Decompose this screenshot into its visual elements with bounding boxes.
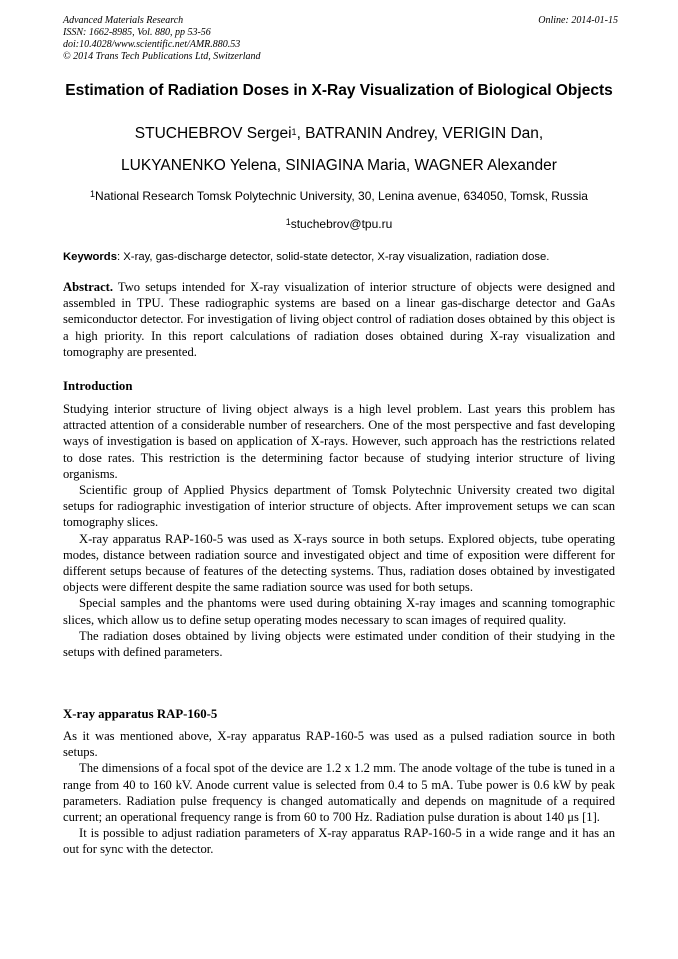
- journal-name: Advanced Materials Research: [63, 15, 184, 26]
- introduction-heading: Introduction: [63, 379, 133, 393]
- doi-line: doi:10.4028/www.scientific.net/AMR.880.53: [63, 39, 241, 50]
- paragraph: Studying interior structure of living object always is a high level problem. Last years this problem has attracted attention of a considerable number of researchers. One of the most perspective and fast developing ways of investigation is based on application of X-rays. However, such approach has the restrictions related to dose rates. This restriction is the determining factor because of studying interior structure of living organisms.: [63, 402, 615, 481]
- xray-apparatus-section: [63, 728, 615, 858]
- paragraph: It is possible to adjust radiation parameters of X-ray apparatus RAP-160-5 in a wide range and it has an out for sync with the detector.: [63, 826, 615, 857]
- affiliation: [63, 189, 615, 203]
- paragraph: The dimensions of a focal spot of the device are 1.2 x 1.2 mm. The anode voltage of the tube is tuned in a range from 40 to 160 kV. Anode current value is selected from 0.4 to 5 mA. Tube power is 0.6 kW by peak parameters. Radiation pulse frequency is changed automatically and depends on magnitude of a required current; an operational frequency range is from 60 to 700 Hz. Radiation pulse duration is about 140 μs [1].: [63, 761, 615, 825]
- journal-header: [63, 15, 618, 63]
- abstract-label: Abstract.: [63, 280, 114, 294]
- other-authors-line-1: , BATRANIN Andrey, VERIGIN Dan,: [296, 125, 544, 142]
- paragraph: X-ray apparatus RAP-160-5 was used as X-rays source in both setups. Explored objects, tube operating modes, distance between radiation source and investigated object and time of exposition were different for different setups because of features of the detecting systems. Thus, radiation doses obtained by investigated objects were different despite the same radiation source was used for both setups.: [63, 531, 615, 595]
- authors-line-2: LUKYANENKO Yelena, SINIAGINA Maria, WAGNER Alexander: [121, 157, 557, 174]
- paragraph: Special samples and the phantoms were used during obtaining X-ray images and scanning tomographic slices, which allow us to define setup operating modes necessary to scan images of required quality.: [63, 596, 615, 627]
- affiliation-text: National Research Tomsk Polytechnic University, 30, Lenina avenue, 634050, Tomsk, Russia: [95, 189, 588, 203]
- abstract: [63, 279, 615, 360]
- keywords: [63, 250, 615, 264]
- contact-email: [63, 217, 615, 231]
- keywords-label: Keywords: [63, 251, 117, 263]
- email-address: stuchebrov@tpu.ru: [290, 217, 393, 231]
- xray-apparatus-heading: X-ray apparatus RAP-160-5: [63, 707, 218, 721]
- paragraph: As it was mentioned above, X-ray apparatus RAP-160-5 was used as a pulsed radiation source in both setups.: [63, 729, 615, 760]
- copyright-line: © 2014 Trans Tech Publications Ltd, Switzerland: [63, 51, 261, 62]
- first-author-affiliation-mark: 1: [291, 127, 297, 137]
- first-author: STUCHEBROV Sergei: [134, 125, 292, 142]
- email-mark: 1: [285, 217, 291, 227]
- online-date: Online: 2014-01-15: [538, 15, 618, 26]
- issn-line: ISSN: 1662-8985, Vol. 880, pp 53-56: [63, 27, 211, 38]
- keywords-text: : X-ray, gas-discharge detector, solid-state detector, X-ray visualization, radiation dose.: [117, 251, 550, 263]
- publication-meta: [63, 15, 618, 63]
- authors-line-1: [63, 125, 615, 143]
- affiliation-mark: 1: [90, 189, 96, 199]
- paragraph: Scientific group of Applied Physics department of Tomsk Polytechnic University created two digital setups for radiographic investigation of interior structure of objects. After improvement setups we can scan tomography slices.: [63, 483, 615, 530]
- abstract-text: Two setups intended for X-ray visualization of interior structure of objects were designed and assembled in TPU. These radiographic systems are based on a linear gas-discharge detector and GaAs semiconductor detector. For investigation of living object control of radiation doses obtained by this object is a high priority. In this report calculations of radiation doses obtained during X-ray visualization and tomography are presented.: [63, 280, 615, 359]
- introduction-section: [63, 401, 615, 660]
- paragraph: The radiation doses obtained by living objects were estimated under condition of their studying in the setups with defined parameters.: [63, 628, 615, 660]
- paper-title: Estimation of Radiation Doses in X-Ray Visualization of Biological Objects: [65, 82, 613, 99]
